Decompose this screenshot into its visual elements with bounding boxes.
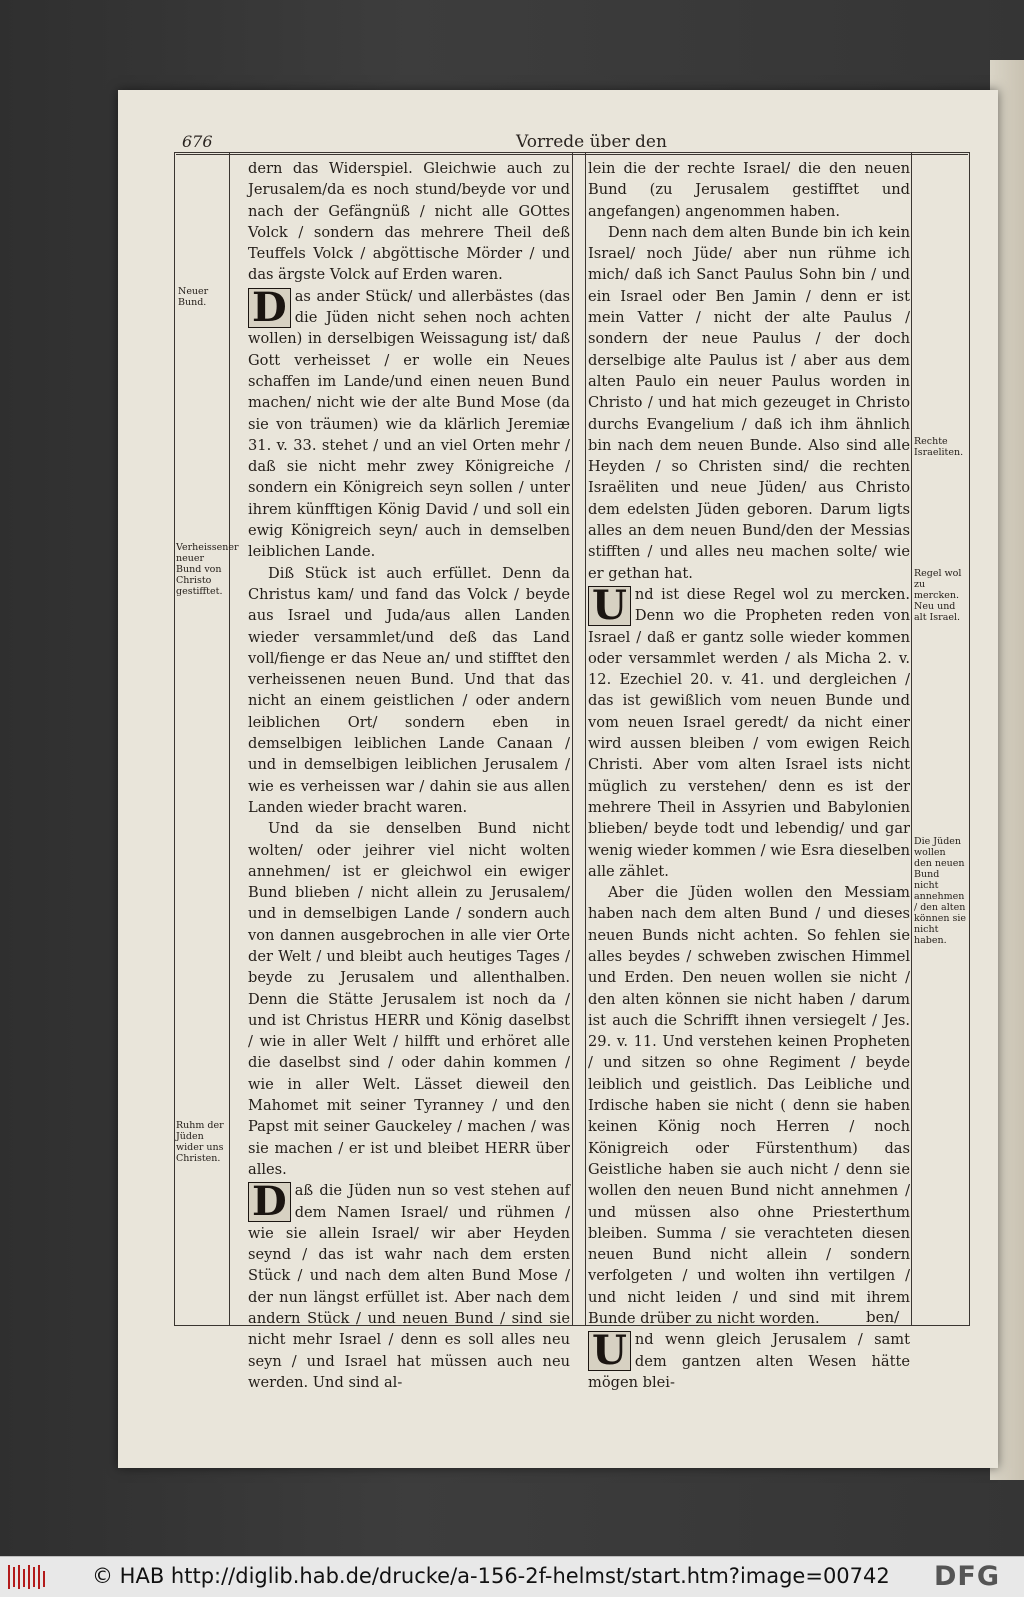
margin-note-right-2: Regel wol zu mercken. Neu und alt Israel. (914, 568, 962, 623)
margin-note-right-3: Die Jüden wollen den neuen Bund nicht annehmen / den alten können sie nicht haben. (914, 836, 967, 946)
book-page (118, 90, 998, 1468)
margin-note-right-1: Rechte Israeliten. (914, 436, 964, 458)
rule-column-left (572, 153, 573, 1325)
paragraph: Und da sie denselben Bund nicht wolten/ oder jeihrer viel nicht wolten annehmen/ ist er gleichwol ein ewiger Bund blieben / nicht allein zu Jerusalem/ und in demselbigen Lande / sondern auch von dannen ausgebrochen in alle vier Orte der Welt / und bleibt auch heutiges Tages / beyde zu Jerusalem und allenthalben. Denn die Stätte Jerusalem ist noch da / und ist Christus HERR und König daselbst / wie in aller Welt / hilfft und erhöret alle die daselbst sind / oder dahin kommen / wie in aller Welt. Lässet dieweil den Mahomet mit seiner Tyranney / und den Papst mit seiner Gauckeley / machen / was sie machen / er ist und bleibet HERR über alles. (248, 820, 570, 1178)
paragraph: U nd wenn gleich Jerusalem / samt dem gantzen alten Wesen hätte mögen blei- (588, 1327, 910, 1391)
margin-note-left-3: Ruhm der Jüden wider uns Christen. (176, 1120, 224, 1164)
footer-bar (0, 1556, 1024, 1597)
rule-column-right (585, 153, 586, 1325)
text-column-right (588, 158, 910, 1391)
margin-note-left-2: Verheissener neuer Bund von Christo gestifftet. (176, 542, 239, 597)
source-url-link[interactable]: © HAB http://diglib.hab.de/drucke/a-156-2f-helmst/start.htm?image=00742 (92, 1564, 890, 1588)
hab-logo-icon (6, 1563, 46, 1591)
paragraph: lein die der rechte Israel/ die den neuen Bund (zu Jerusalem gestifftet und angefangen) angenommen haben. (588, 160, 910, 220)
paragraph: D as ander Stück/ und allerbästes (das die Jüden nicht sehen noch achten wollen) in derselbigen Weissagung ist/ daß Gott verheisset / er wolle ein Neues schaffen im Lande/und einen neuen Bund machen/ nicht wie der alte Bund Mose (da sie von träumen) wie da klärlich Jeremiæ 31. v. 33. stehet / und an viel Orten mehr / daß sie nicht mehr zwey Königreiche / sondern ein Königreich seyn sollen / unter ihrem künfftigen König David / und soll ein ewig Königreich seyn/ auch in demselben leiblichen Lande. (248, 283, 570, 561)
drop-cap-initial: D (248, 288, 291, 328)
drop-cap-initial: U (588, 586, 631, 626)
paragraph: Denn nach dem alten Bunde bin ich kein Israel/ noch Jüde/ aber nun rühme ich mich/ daß ich Sanct Paulus Sohn bin / und ein Israel oder Ben Jamin / denn er ist mein Vatter / nicht der alte Paulus / sondern der neue Paulus / der doch derselbige alte Paulus ist / aber aus dem alten Paulo ein neuer Paulus worden in Christo / und hat mich gezeuget in Christo durchs Evangelium / daß ich ihm ähnlich bin nach dem neuen Bunde. Also sind alle Heyden / so Christen sind/ die rechten Israëliten und neue Jüden/ aus Christo dem edelsten Jüden geboren. Darum ligts alles an dem neuen Bund/den der Messias stifften / und alles neu machen solte/ wie er gethan hat. (588, 223, 910, 582)
paragraph: U nd ist diese Regel wol zu mercken. Denn wo die Propheten reden von Israel / daß er gantz solle wieder kommen oder versammlet werden / als Micha 2. v. 12. Ezechiel 20. v. 41. und dergleichen / das ist gewißlich vom neuen Bunde und vom neuen Israel geredt/ da nicht einer wird aussen bleiben / vom ewigen Reich Christi. Aber vom alten Israel ists nicht müglich zu verstehen/ denn es ist der mehrere Theil in Assyrien und Babylonien blieben/ beyde todt und lebendig/ und gar wenig wieder kommen / wie Esra dieselben alle zählet. (588, 581, 910, 880)
drop-cap-initial: U (588, 1331, 631, 1371)
page-number: 676 (182, 132, 213, 151)
running-head: Vorrede über den (516, 132, 667, 152)
paragraph: Aber die Jüden wollen den Messiam haben nach dem alten Bund / und dieses neuen Bunds nicht achten. So fehlen sie alles beydes / schweben zwischen Himmel und Erden. Den neuen wollen sie nicht / den alten können sie nicht haben / darum ist auch die Schrifft ihnen versiegelt / Jes. 29. v. 11. Und verstehen keinen Propheten / und sitzen so ohne Regiment / beyde leiblich und geistlich. Das Leibliche und Irdische haben sie nicht ( denn sie haben keinen König noch Herren / noch Königreich oder Fürstenthum) das Geistliche haben sie auch nicht / denn sie wollen den neuen Bund nicht annehmen / und müssen also ohne Priesterthum bleiben. Summa / sie verachteten diesen neuen Bund nicht allein / sondern verfolgeten / und wolten ihn vertilgen / und nicht leiden / und sind mit ihrem Bunde drüber zu nicht worden. (588, 884, 910, 1328)
margin-note-left-1: Neuer Bund. (178, 286, 209, 308)
paragraph: D aß die Jüden nun so vest stehen auf dem Namen Israel/ und rühmen / wie sie allein Israel/ wir aber Heyden seynd / das ist wahr nach dem ersten Stück / und nach dem alten Bund Mose / der nun längst erfüllet ist. Aber nach dem andern Stück / und neuen Bund / sind sie nicht mehr Israel / denn es soll alles neu seyn / und Israel hat müssen auch neu werden. Und sind al- (248, 1178, 570, 1391)
text-column-left (248, 158, 570, 1391)
rule-left-margin (229, 153, 230, 1325)
rule-right-margin (911, 153, 912, 1325)
dfg-logo: DFG (934, 1561, 1001, 1592)
paragraph: Diß Stück ist auch erfüllet. Denn da Christus kam/ und fand das Volck / beyde aus Israel und Juda/aus allen Landen wieder versammlet/und deß das Land voll/fienge er das Neue an/ und stifftet den verheissenen neuen Bund. Und that das nicht an einem geistlichen / oder andern leiblichen Ort/ sondern eben in demselbigen leiblichen Lande Canaan / und in demselbigen leiblichen Jerusalem / wie es verheissen war / dahin sie aus allen Landen wieder bracht waren. (248, 564, 570, 816)
catchword: ben/ (866, 1308, 900, 1326)
drop-cap-initial: D (248, 1182, 291, 1222)
paragraph: dern das Widerspiel. Gleichwie auch zu Jerusalem/da es noch stund/beyde vor und nach der Gefängnüß / nicht alle GOttes Volck / sondern das mehrere Theil deß Teuffels Volck / abgöttische Mörder / und das ärgste Volck auf Erden waren. (248, 160, 570, 284)
